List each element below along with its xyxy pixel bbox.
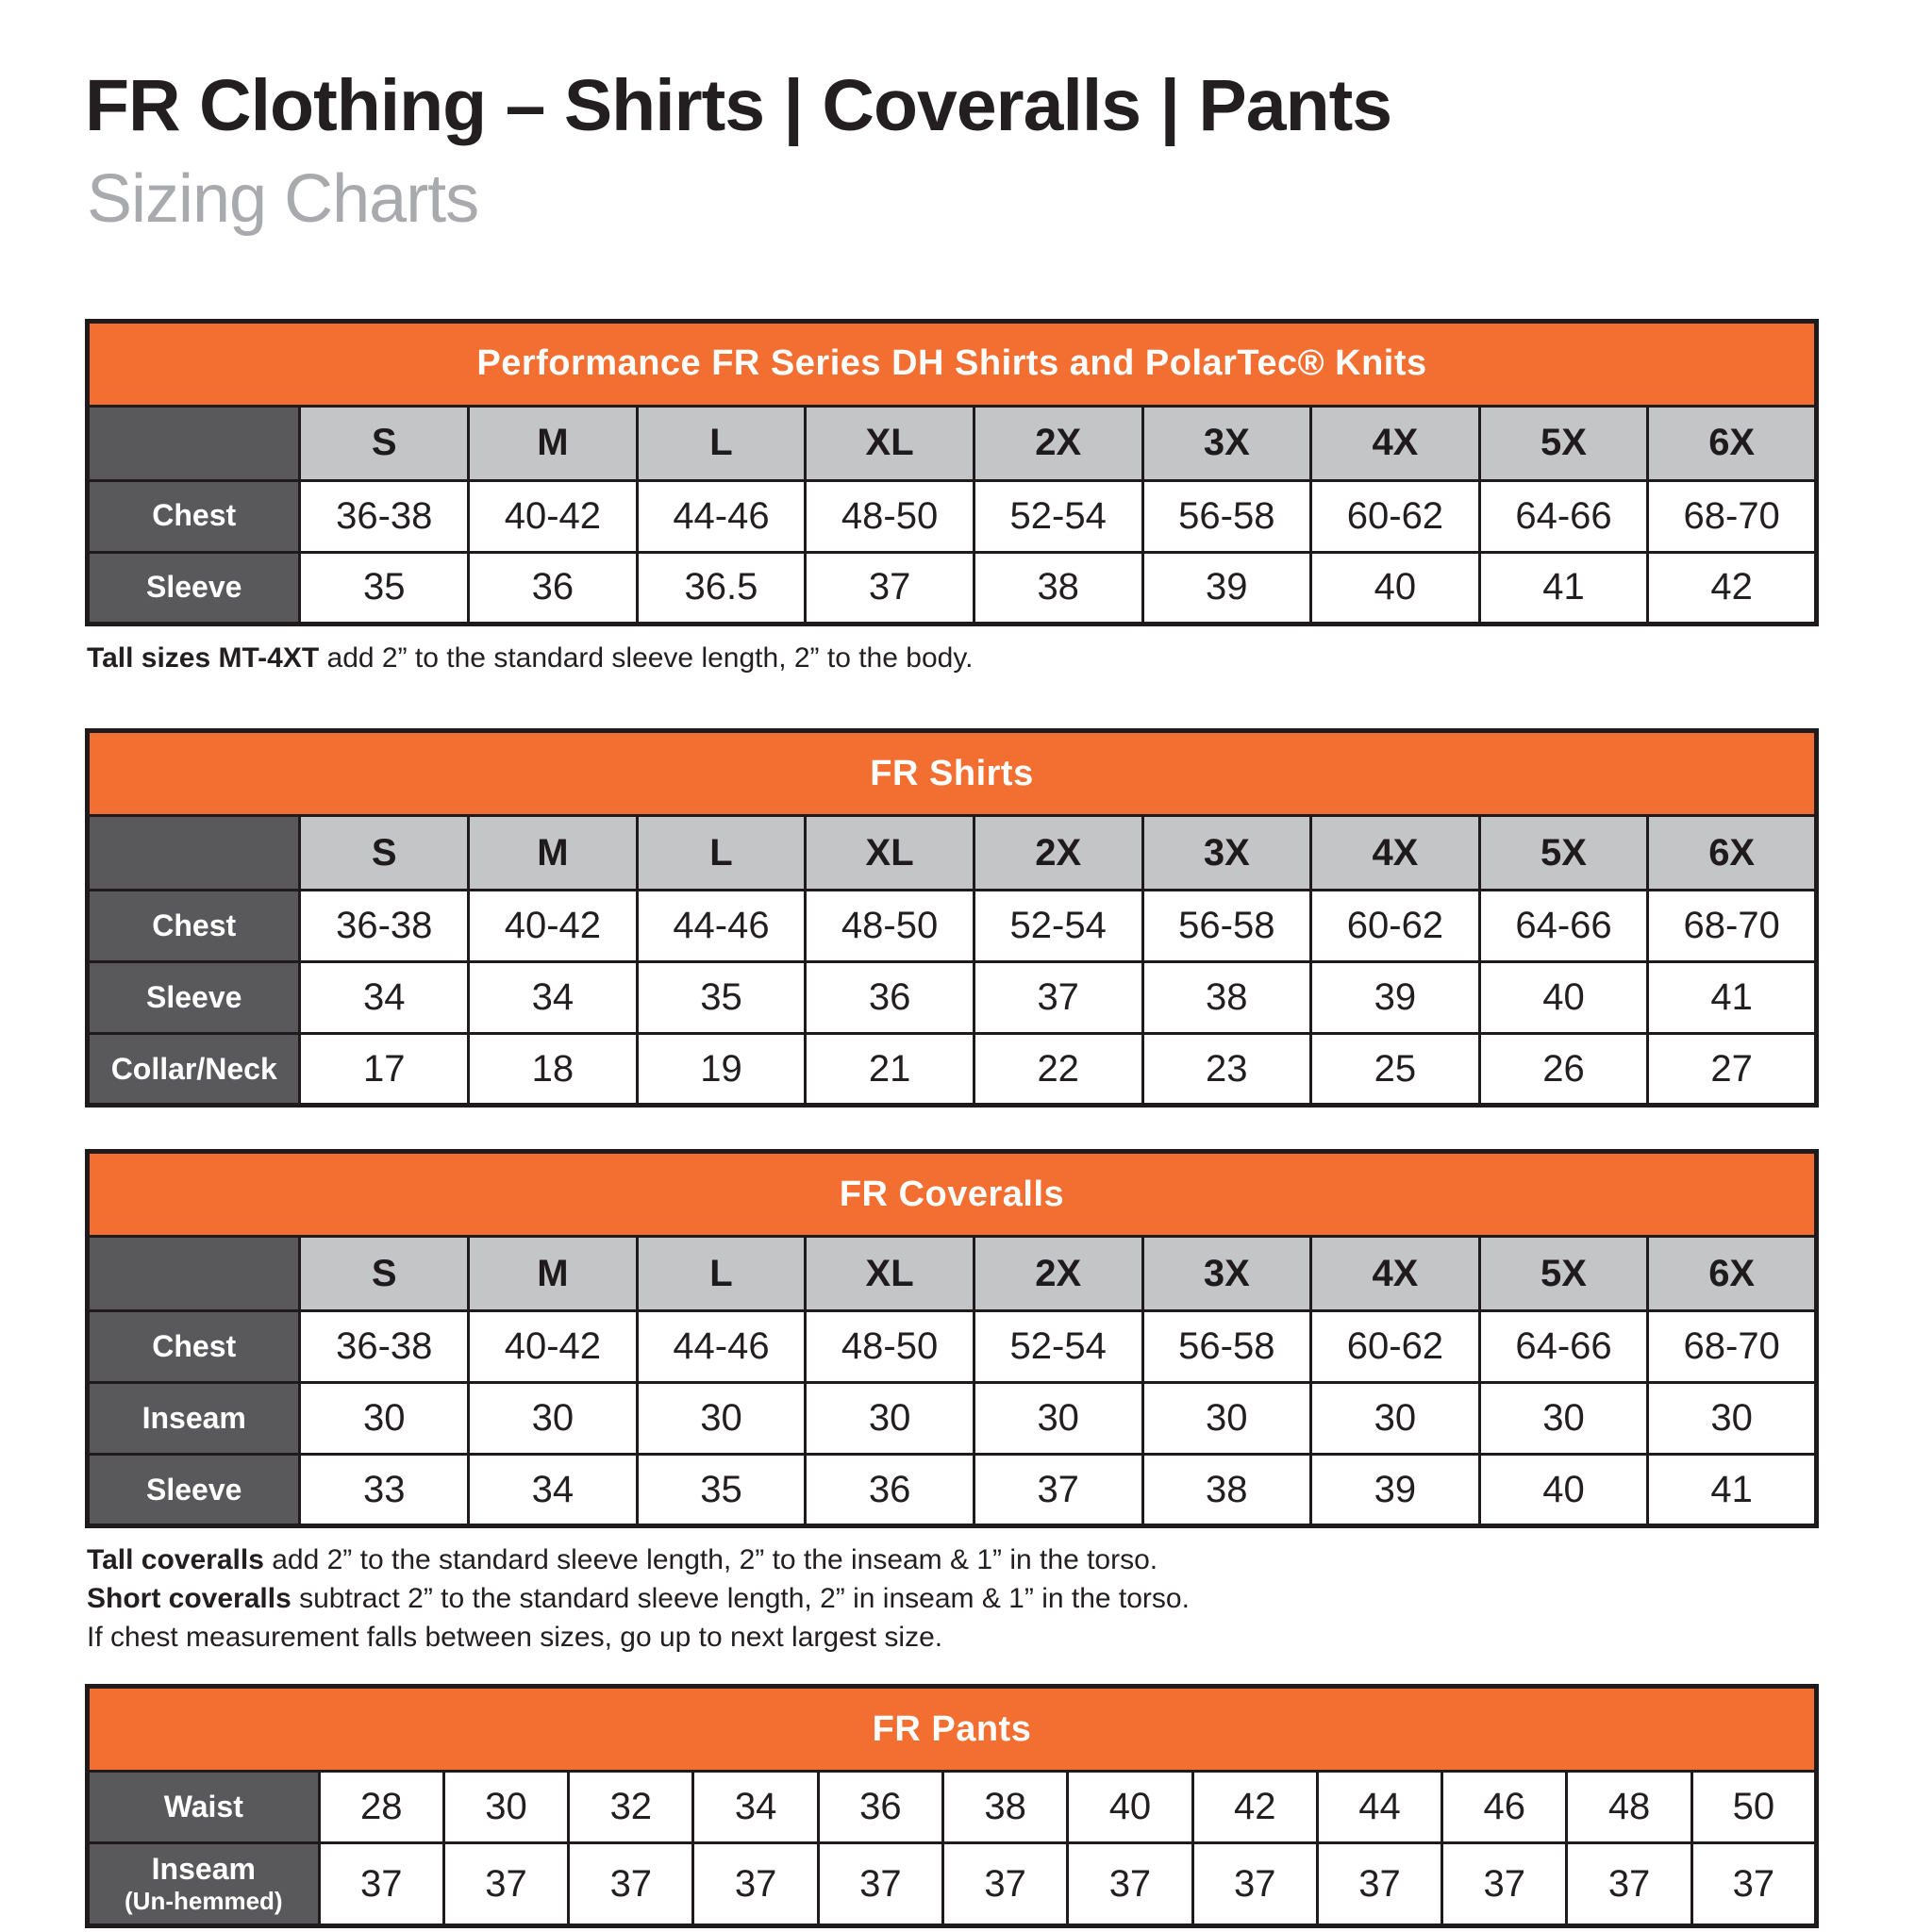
data-cell: 36-38 bbox=[300, 891, 469, 962]
table-row-sleeve bbox=[88, 552, 1817, 624]
data-cell: 37 bbox=[1317, 1843, 1441, 1926]
data-cell: 30 bbox=[300, 1383, 469, 1455]
table-title-row bbox=[88, 1152, 1817, 1237]
sizing-table-fr-pants bbox=[85, 1684, 1819, 1928]
data-cell: 41 bbox=[1648, 1455, 1817, 1526]
row-label-subtext: (Un-hemmed) bbox=[125, 1887, 283, 1916]
size-header-cell: M bbox=[469, 406, 638, 480]
data-cell: 44-46 bbox=[637, 1311, 806, 1383]
size-header-cell: 4X bbox=[1311, 1237, 1480, 1311]
table-row-chest bbox=[88, 1311, 1817, 1383]
size-header-cell: M bbox=[469, 816, 638, 891]
data-cell: 48-50 bbox=[806, 1311, 974, 1383]
data-cell: 46 bbox=[1442, 1772, 1567, 1843]
size-header-cell: M bbox=[469, 1237, 638, 1311]
table-row-sleeve bbox=[88, 1455, 1817, 1526]
data-cell: 38 bbox=[1142, 1455, 1311, 1526]
table-row-sleeve bbox=[88, 962, 1817, 1034]
row-label bbox=[88, 1772, 320, 1843]
data-cell: 42 bbox=[1648, 552, 1817, 624]
table-section-fr-shirts bbox=[85, 728, 1819, 1108]
table-row-inseam bbox=[88, 1843, 1817, 1926]
page-subtitle: Sizing Charts bbox=[87, 161, 479, 238]
data-cell: 22 bbox=[974, 1034, 1142, 1106]
size-header-cell: 6X bbox=[1648, 406, 1817, 480]
corner-cell bbox=[88, 816, 300, 891]
row-label-text: Inseam bbox=[142, 1401, 246, 1436]
data-cell: 37 bbox=[818, 1843, 942, 1926]
data-cell: 38 bbox=[1142, 962, 1311, 1034]
note-text: If chest measurement falls between sizes, go up to next largest size. bbox=[87, 1622, 943, 1654]
table-section-fr-coveralls bbox=[85, 1149, 1819, 1656]
row-label bbox=[88, 1034, 300, 1106]
table-row-chest bbox=[88, 891, 1817, 962]
data-cell: 48-50 bbox=[806, 891, 974, 962]
data-cell: 56-58 bbox=[1142, 480, 1311, 552]
data-cell: 36-38 bbox=[300, 480, 469, 552]
note-text: add 2” to the standard sleeve length, 2” to the body. bbox=[319, 641, 974, 674]
data-cell: 36.5 bbox=[637, 552, 806, 624]
data-cell: 44-46 bbox=[637, 480, 806, 552]
size-header-cell: S bbox=[300, 1237, 469, 1311]
data-cell: 37 bbox=[1068, 1843, 1192, 1926]
data-cell: 38 bbox=[974, 552, 1142, 624]
table-section-fr-pants bbox=[85, 1684, 1819, 1928]
page-title: FR Clothing – Shirts | Coveralls | Pants bbox=[85, 65, 1392, 146]
data-cell: 35 bbox=[300, 552, 469, 624]
size-header-cell: 5X bbox=[1479, 1237, 1648, 1311]
table-row-waist bbox=[88, 1772, 1817, 1843]
data-cell: 50 bbox=[1691, 1772, 1816, 1843]
data-cell: 68-70 bbox=[1648, 1311, 1817, 1383]
data-cell: 41 bbox=[1479, 552, 1648, 624]
table-row-collar-neck bbox=[88, 1034, 1817, 1106]
note-lead: Tall sizes MT-4XT bbox=[87, 641, 320, 674]
data-cell: 37 bbox=[569, 1843, 693, 1926]
row-label-text: Sleeve bbox=[146, 569, 242, 604]
row-label-text: Sleeve bbox=[146, 1472, 242, 1507]
data-cell: 25 bbox=[1311, 1034, 1480, 1106]
size-header-cell: 2X bbox=[974, 1237, 1142, 1311]
data-cell: 30 bbox=[1648, 1383, 1817, 1455]
row-label-text: Collar/Neck bbox=[110, 1051, 277, 1086]
data-cell: 39 bbox=[1311, 1455, 1480, 1526]
data-cell: 60-62 bbox=[1311, 480, 1480, 552]
size-header-cell: 4X bbox=[1311, 816, 1480, 891]
table-row-inseam bbox=[88, 1383, 1817, 1455]
data-cell: 60-62 bbox=[1311, 1311, 1480, 1383]
sizing-table-fr-coveralls bbox=[85, 1149, 1819, 1528]
data-cell: 37 bbox=[974, 1455, 1142, 1526]
row-label bbox=[88, 552, 300, 624]
data-cell: 37 bbox=[1442, 1843, 1567, 1926]
row-label bbox=[88, 1843, 320, 1926]
data-cell: 30 bbox=[469, 1383, 638, 1455]
data-cell: 26 bbox=[1479, 1034, 1648, 1106]
data-cell: 30 bbox=[806, 1383, 974, 1455]
size-header-cell: 5X bbox=[1479, 816, 1648, 891]
data-cell: 56-58 bbox=[1142, 1311, 1311, 1383]
size-header-cell: XL bbox=[806, 1237, 974, 1311]
data-cell: 60-62 bbox=[1311, 891, 1480, 962]
note-lead: Tall coveralls bbox=[87, 1544, 264, 1576]
size-header-row bbox=[88, 406, 1817, 480]
table-title-row bbox=[88, 1687, 1817, 1772]
data-cell: 30 bbox=[974, 1383, 1142, 1455]
data-cell: 30 bbox=[443, 1772, 568, 1843]
size-header-cell: 2X bbox=[974, 816, 1142, 891]
data-cell: 37 bbox=[974, 962, 1142, 1034]
size-header-cell: 6X bbox=[1648, 816, 1817, 891]
size-header-cell: 3X bbox=[1142, 406, 1311, 480]
data-cell: 35 bbox=[637, 962, 806, 1034]
data-cell: 23 bbox=[1142, 1034, 1311, 1106]
size-header-cell: XL bbox=[806, 816, 974, 891]
data-cell: 36-38 bbox=[300, 1311, 469, 1383]
table-note bbox=[87, 1543, 1819, 1578]
size-header-cell: 2X bbox=[974, 406, 1142, 480]
table-title: Performance FR Series DH Shirts and PolarTec® Knits bbox=[88, 321, 1817, 406]
data-cell: 30 bbox=[637, 1383, 806, 1455]
data-cell: 42 bbox=[1192, 1772, 1317, 1843]
row-label-text: Inseam bbox=[151, 1852, 256, 1887]
data-cell: 35 bbox=[637, 1455, 806, 1526]
row-label-text: Sleeve bbox=[146, 980, 242, 1015]
data-cell: 37 bbox=[1192, 1843, 1317, 1926]
data-cell: 30 bbox=[1311, 1383, 1480, 1455]
table-section-performance-fr-series bbox=[85, 319, 1819, 676]
size-header-cell: L bbox=[637, 406, 806, 480]
data-cell: 37 bbox=[1567, 1843, 1691, 1926]
data-cell: 19 bbox=[637, 1034, 806, 1106]
data-cell: 56-58 bbox=[1142, 891, 1311, 962]
data-cell: 33 bbox=[300, 1455, 469, 1526]
data-cell: 34 bbox=[300, 962, 469, 1034]
data-cell: 39 bbox=[1142, 552, 1311, 624]
data-cell: 36 bbox=[469, 552, 638, 624]
data-cell: 37 bbox=[1691, 1843, 1816, 1926]
note-lead: Short coveralls bbox=[87, 1583, 291, 1615]
table-note bbox=[87, 641, 1819, 676]
table-title-row bbox=[88, 731, 1817, 816]
note-text: subtract 2” to the standard sleeve length, 2” in inseam & 1” in the torso. bbox=[291, 1583, 1190, 1615]
sizing-table-performance-fr-series bbox=[85, 319, 1819, 626]
row-label-text: Waist bbox=[163, 1790, 243, 1824]
row-label-text: Chest bbox=[152, 908, 237, 943]
data-cell: 37 bbox=[943, 1843, 1068, 1926]
size-header-cell: L bbox=[637, 1237, 806, 1311]
data-cell: 68-70 bbox=[1648, 891, 1817, 962]
size-header-cell: S bbox=[300, 816, 469, 891]
size-header-row bbox=[88, 816, 1817, 891]
data-cell: 34 bbox=[469, 1455, 638, 1526]
sizing-table-fr-shirts bbox=[85, 728, 1819, 1108]
table-note bbox=[87, 1621, 1819, 1656]
data-cell: 64-66 bbox=[1479, 1311, 1648, 1383]
size-header-cell: S bbox=[300, 406, 469, 480]
size-header-row bbox=[88, 1237, 1817, 1311]
data-cell: 68-70 bbox=[1648, 480, 1817, 552]
data-cell: 34 bbox=[693, 1772, 818, 1843]
table-title: FR Shirts bbox=[88, 731, 1817, 816]
data-cell: 17 bbox=[300, 1034, 469, 1106]
row-label bbox=[88, 891, 300, 962]
row-label bbox=[88, 480, 300, 552]
size-header-cell: L bbox=[637, 816, 806, 891]
table-title-row bbox=[88, 321, 1817, 406]
tables-container bbox=[85, 319, 1819, 1929]
table-note bbox=[87, 1582, 1819, 1617]
data-cell: 64-66 bbox=[1479, 480, 1648, 552]
data-cell: 40 bbox=[1068, 1772, 1192, 1843]
data-cell: 40-42 bbox=[469, 891, 638, 962]
data-cell: 40 bbox=[1479, 1455, 1648, 1526]
data-cell: 36 bbox=[806, 1455, 974, 1526]
size-header-cell: 5X bbox=[1479, 406, 1648, 480]
data-cell: 48-50 bbox=[806, 480, 974, 552]
data-cell: 32 bbox=[569, 1772, 693, 1843]
row-label-text: Chest bbox=[152, 1329, 237, 1364]
size-header-cell: 3X bbox=[1142, 816, 1311, 891]
size-header-cell: 6X bbox=[1648, 1237, 1817, 1311]
row-label bbox=[88, 1455, 300, 1526]
data-cell: 37 bbox=[806, 552, 974, 624]
data-cell: 30 bbox=[1479, 1383, 1648, 1455]
data-cell: 36 bbox=[806, 962, 974, 1034]
table-title: FR Coveralls bbox=[88, 1152, 1817, 1237]
data-cell: 27 bbox=[1648, 1034, 1817, 1106]
data-cell: 37 bbox=[443, 1843, 568, 1926]
size-header-cell: XL bbox=[806, 406, 974, 480]
table-title: FR Pants bbox=[88, 1687, 1817, 1772]
data-cell: 39 bbox=[1311, 962, 1480, 1034]
data-cell: 44 bbox=[1317, 1772, 1441, 1843]
data-cell: 64-66 bbox=[1479, 891, 1648, 962]
data-cell: 44-46 bbox=[637, 891, 806, 962]
data-cell: 40 bbox=[1311, 552, 1480, 624]
row-label bbox=[88, 1311, 300, 1383]
data-cell: 40 bbox=[1479, 962, 1648, 1034]
data-cell: 40-42 bbox=[469, 480, 638, 552]
data-cell: 18 bbox=[469, 1034, 638, 1106]
data-cell: 48 bbox=[1567, 1772, 1691, 1843]
data-cell: 52-54 bbox=[974, 480, 1142, 552]
data-cell: 40-42 bbox=[469, 1311, 638, 1383]
corner-cell bbox=[88, 406, 300, 480]
data-cell: 30 bbox=[1142, 1383, 1311, 1455]
data-cell: 34 bbox=[469, 962, 638, 1034]
data-cell: 28 bbox=[319, 1772, 443, 1843]
note-text: add 2” to the standard sleeve length, 2” to the inseam & 1” in the torso. bbox=[263, 1544, 1158, 1576]
table-row-chest bbox=[88, 480, 1817, 552]
size-header-cell: 4X bbox=[1311, 406, 1480, 480]
corner-cell bbox=[88, 1237, 300, 1311]
data-cell: 52-54 bbox=[974, 891, 1142, 962]
data-cell: 21 bbox=[806, 1034, 974, 1106]
data-cell: 38 bbox=[943, 1772, 1068, 1843]
row-label bbox=[88, 1383, 300, 1455]
row-label bbox=[88, 962, 300, 1034]
data-cell: 52-54 bbox=[974, 1311, 1142, 1383]
data-cell: 41 bbox=[1648, 962, 1817, 1034]
size-header-cell: 3X bbox=[1142, 1237, 1311, 1311]
data-cell: 37 bbox=[693, 1843, 818, 1926]
data-cell: 36 bbox=[818, 1772, 942, 1843]
data-cell: 37 bbox=[319, 1843, 443, 1926]
row-label-text: Chest bbox=[152, 498, 237, 533]
